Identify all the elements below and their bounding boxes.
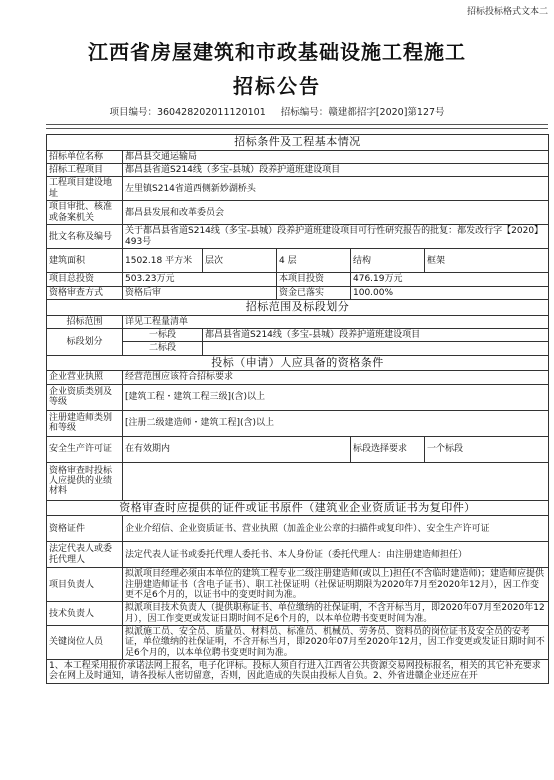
notes-paragraph: 1、本工程采用报价承诺法网上报名，电子化评标。投标人须自行进入江西省公共资源交易网投标报名，相关的其它补充要求会在网上及时通知，请各投标人密切留意，否则，因此造成的失误由投标人自负。2、外省进赣企业还应在开 xyxy=(47,660,549,684)
value-range: 详见工程量清单 xyxy=(123,315,549,328)
page-title: 江西省房屋建筑和市政基础设施工程施工 xyxy=(88,40,466,64)
label-tech: 技术负责人 xyxy=(47,602,123,626)
value-fund: 100.00% xyxy=(351,286,549,299)
value-key: 拟派施工员、安全员、质量员、材料员、标准员、机械员、劳务员、资料员的岗位证书及安全员的安考证，单位缴纳的社保证明，不含开标当月，即2020年07月至2020年12月，因工作变更或发证日期时间不足6个月的，以本单位聘书变更时间为准。 xyxy=(123,626,549,660)
label-structure: 结构 xyxy=(351,249,425,273)
section-basic: 招标条件及工程基本情况 xyxy=(47,135,549,151)
label-area: 建筑面积 xyxy=(47,249,123,273)
value-lot1: 都昌县省道S214线（多宝-县城）段养护道班建设项目 xyxy=(203,329,549,342)
label-tenderer: 招标单位名称 xyxy=(47,150,123,163)
value-review: 资格后审 xyxy=(123,286,277,299)
section-documents: 资格审查时应提供的证件或证书原件（建筑业企业资质证书为复印件） xyxy=(47,500,549,516)
label-lot2: 二标段 xyxy=(123,342,203,355)
label-lot1: 一标段 xyxy=(123,329,203,342)
label-lot-req: 标段选择要求 xyxy=(351,436,425,462)
label-approval-org: 项目审批、核准或备案机关 xyxy=(47,201,123,225)
label-builder: 注册建造师类别和等级 xyxy=(47,410,123,436)
value-lot2 xyxy=(203,342,549,355)
label-performance: 资格审查时投标人应提供的业绩材料 xyxy=(47,462,123,500)
value-lot-req: 一个标段 xyxy=(425,436,549,462)
value-approval-doc: 关于都昌县省道S214线（多宝-县城）段养护道班建设项目可行性研究报告的批复：都发改行字【2020】493号 xyxy=(123,225,549,249)
section-qualification: 投标（申请）人应具备的资格条件 xyxy=(47,355,549,371)
corner-label: 招标投标格式文本二 xyxy=(466,7,548,17)
label-bid-invest: 本项目投资 xyxy=(277,273,351,286)
value-address: 左里镇S214省道西侧新妙湖桥头 xyxy=(123,177,549,201)
label-safety: 安全生产许可证 xyxy=(47,436,123,462)
value-license: 经营范围应该符合招标要求 xyxy=(123,371,549,384)
divider-top xyxy=(46,124,548,125)
value-structure: 框架 xyxy=(425,249,549,273)
label-key: 关键岗位人员 xyxy=(47,626,123,660)
label-address: 工程项目建设地址 xyxy=(47,177,123,201)
label-review: 资格审查方式 xyxy=(47,286,123,299)
bid-number-label: 招标编号： xyxy=(280,107,329,118)
value-grade: [建筑工程・建筑工程三级](含)以上 xyxy=(123,384,549,410)
value-rep: 法定代表人证书或委托代理人委托书、本人身份证（委托代理人：由注册建造师担任） xyxy=(123,542,549,568)
value-tenderer: 都昌县交通运输局 xyxy=(123,150,549,163)
label-lots: 标段划分 xyxy=(47,329,123,356)
tender-table xyxy=(46,134,549,684)
section-scope: 招标范围及标段划分 xyxy=(47,300,549,316)
label-cert: 资格证件 xyxy=(47,516,123,542)
project-number xyxy=(109,107,265,118)
value-tech: 拟派项目技术负责人（提供职称证书、单位缴纳的社保证明，不含开标当月，即2020年07月至2020年12月），因工作变更或发证日期时间不足6个月的，以本单位聘书变更时间为准。 xyxy=(123,602,549,626)
bid-number xyxy=(281,107,445,118)
value-safety: 在有效期内 xyxy=(123,436,351,462)
label-total-invest: 项目总投资 xyxy=(47,273,123,286)
value-floors: 4 层 xyxy=(277,249,351,273)
value-performance xyxy=(123,462,549,500)
label-floors: 层次 xyxy=(203,249,277,273)
meta-line xyxy=(0,104,554,118)
value-pm: 拟派项目经理必须由本单位的建筑工程专业二级注册建造师(或以上)担任(不含临时建造师)；建造师应提供注册建造师证书（含电子证书）、职工社保证明（社保证明期限为2020年7月至2020年12月），因工作变更不足6个月的，以证书中的变更时间为准。 xyxy=(123,568,549,602)
label-rep: 法定代表人或委托代理人 xyxy=(47,542,123,568)
project-number-value: 360428202011120101 xyxy=(156,107,266,118)
page-subtitle: 招标公告 xyxy=(233,74,321,98)
label-range: 招标范围 xyxy=(47,315,123,328)
value-total-invest: 503.23万元 xyxy=(123,273,277,286)
label-project: 招标工程项目 xyxy=(47,163,123,176)
value-area: 1502.18 平方米 xyxy=(123,249,203,273)
label-approval-doc: 批文名称及编号 xyxy=(47,225,123,249)
value-builder: [注册二级建造师・建筑工程](含)以上 xyxy=(123,410,549,436)
label-fund: 资金已落实 xyxy=(277,286,351,299)
divider-bottom xyxy=(46,128,548,129)
label-pm: 项目负责人 xyxy=(47,568,123,602)
value-project: 都昌县省道S214线（多宝-县城）段养护道班建设项目 xyxy=(123,163,549,176)
value-approval-org: 都昌县发展和改革委员会 xyxy=(123,201,549,225)
label-license: 企业营业执照 xyxy=(47,371,123,384)
project-number-label: 项目编号： xyxy=(109,107,157,118)
value-cert: 企业介绍信、企业资质证书、营业执照（加盖企业公章的扫描件或复印件）、安全生产许可证 xyxy=(123,516,549,542)
bid-number-value: 赣建都招字[2020]第127号 xyxy=(328,107,445,118)
value-bid-invest: 476.19万元 xyxy=(351,273,549,286)
label-grade: 企业资质类别及等级 xyxy=(47,384,123,410)
